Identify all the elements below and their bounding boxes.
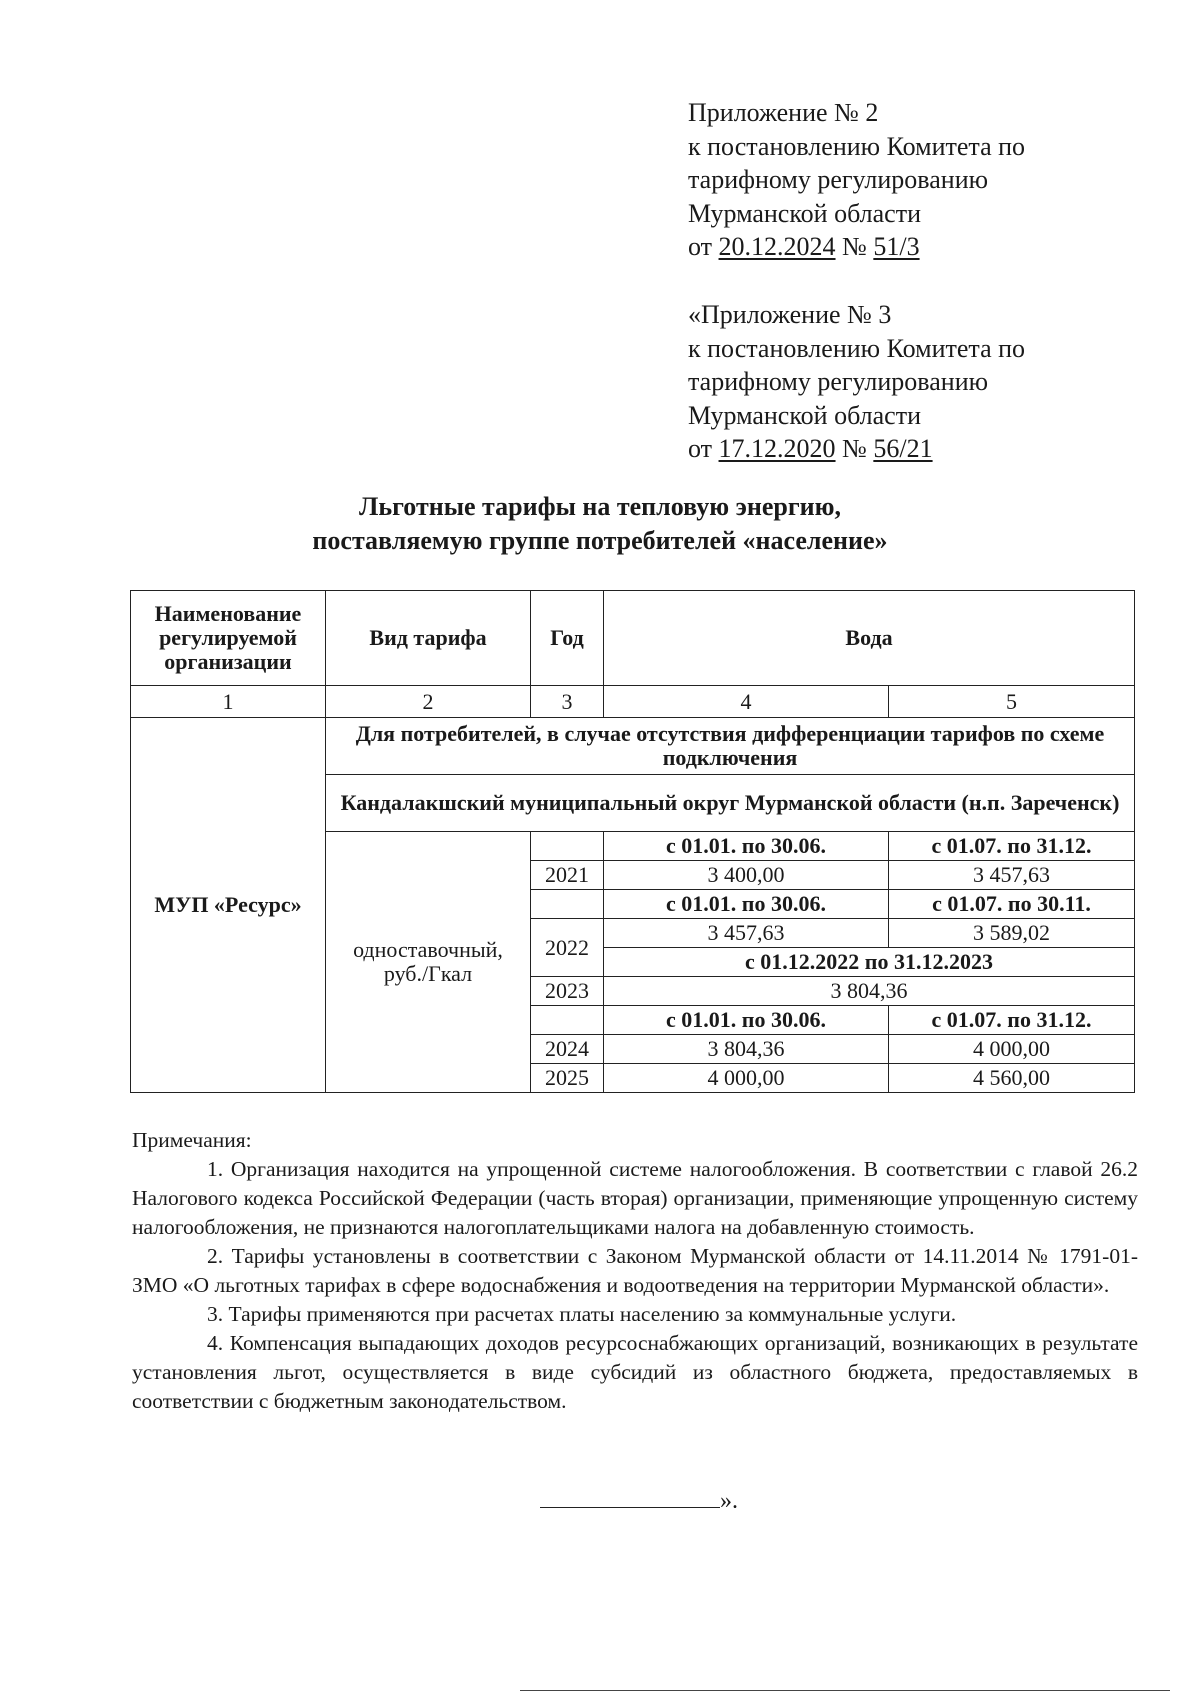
- note-item: 4. Компенсация выпадающих доходов ресурсоснабжающих организаций, возникающих в результате установления льгот, осуществляется в виде субсидий из областного бюджета, предоставляемых в соответствии с бюджетным законодательством.: [132, 1331, 1138, 1413]
- appendix-previous-line3: тарифному регулированию: [688, 367, 989, 396]
- header-tariff-type: Вид тарифа: [326, 591, 531, 686]
- year-cell: 2024: [531, 1035, 604, 1064]
- appendix-previous-date-line: [688, 432, 1025, 466]
- year-cell: 2025: [531, 1064, 604, 1093]
- closing-mark: [540, 1488, 738, 1515]
- value-cell: 4 000,00: [604, 1064, 889, 1093]
- period-cell: с 01.07. по 31.12.: [889, 832, 1135, 861]
- value-cell: 3 457,63: [889, 861, 1135, 890]
- column-number: 2: [326, 686, 531, 718]
- period-cell: с 01.07. по 30.11.: [889, 890, 1135, 919]
- year-cell-empty: [531, 832, 604, 861]
- column-numbers-row: [131, 686, 1135, 718]
- note-item: 1. Организация находится на упрощенной системе налогообложения. В соответствии с главой 26.2 Налогового кодекса Российской Федерации (часть вторая) организации, применяющие упрощенную систему налогообложения, не признаются налогоплательщиками налога на добавленную стоимость.: [132, 1157, 1138, 1239]
- value-cell: 4 000,00: [889, 1035, 1135, 1064]
- column-number: 1: [131, 686, 326, 718]
- organization-name: МУП «Ресурс»: [131, 718, 326, 1093]
- value-cell: 3 400,00: [604, 861, 889, 890]
- appendix-previous-line4: Мурманской области: [688, 400, 921, 430]
- territory: Кандалакшский муниципальный округ Мурманской области (н.п. Зареченск): [326, 775, 1135, 832]
- header-water: Вода: [604, 591, 1135, 686]
- appendix-current-line2: к постановлению Комитета по: [688, 131, 1026, 161]
- title-line2: поставляемую группе потребителей «население»: [312, 526, 888, 555]
- appendix-current: [688, 96, 1025, 264]
- appendix-current-number: 51/3: [873, 232, 920, 261]
- date-prefix: от: [688, 434, 719, 463]
- value-cell: 3 457,63: [604, 919, 889, 948]
- year-cell: 2021: [531, 861, 604, 890]
- value-cell: 3 589,02: [889, 919, 1135, 948]
- closing-line: [540, 1507, 720, 1508]
- column-number: 3: [531, 686, 604, 718]
- year-cell: 2022: [531, 919, 604, 977]
- value-cell: 4 560,00: [889, 1064, 1135, 1093]
- appendix-previous-line1: «Приложение № 3: [688, 300, 892, 329]
- column-number: 5: [889, 686, 1135, 718]
- tariff-table: [130, 590, 1135, 1093]
- value-cell: 3 804,36: [604, 1035, 889, 1064]
- period-cell: с 01.01. по 30.06.: [604, 1006, 889, 1035]
- tariff-kind: одноставочный, руб./Гкал: [326, 832, 531, 1093]
- year-cell: 2023: [531, 977, 604, 1006]
- note-item: 3. Тарифы применяются при расчетах платы населению за коммунальные услуги.: [207, 1302, 957, 1326]
- title-line1: Льготные тарифы на тепловую энергию,: [359, 492, 841, 521]
- column-number: 4: [604, 686, 889, 718]
- notes-heading: Примечания:: [132, 1128, 252, 1152]
- appendix-previous: [688, 298, 1025, 466]
- period-cell: с 01.12.2022 по 31.12.2023: [604, 948, 1135, 977]
- number-prefix: №: [835, 232, 874, 261]
- period-cell: с 01.01. по 30.06.: [604, 890, 889, 919]
- table-header-row: [131, 591, 1135, 686]
- note-item: 2. Тарифы установлены в соответствии с Законом Мурманской области от 14.11.2014 № 1791-01-ЗМО «О льготных тарифах в сфере водоснабжения и водоотведения на территории Мурманской области».: [132, 1244, 1138, 1297]
- notes: [132, 1126, 1138, 1416]
- date-prefix: от: [688, 232, 719, 261]
- consumers-row: [131, 718, 1135, 775]
- page-bottom-rule: [520, 1690, 1170, 1691]
- header-year: Год: [531, 591, 604, 686]
- appendix-current-line4: Мурманской области: [688, 198, 921, 228]
- appendix-current-line1: Приложение № 2: [688, 98, 879, 127]
- year-cell-empty: [531, 890, 604, 919]
- appendix-current-date-line: [688, 230, 1025, 264]
- value-cell: 3 804,36: [604, 977, 1135, 1006]
- consumers-note: Для потребителей, в случае отсутствия дифференциации тарифов по схеме подключения: [326, 718, 1135, 775]
- number-prefix: №: [835, 434, 874, 463]
- period-cell: с 01.01. по 30.06.: [604, 832, 889, 861]
- closing-quote: ».: [720, 1488, 738, 1514]
- appendix-previous-line2: к постановлению Комитета по: [688, 333, 1026, 363]
- document-title: [0, 490, 1200, 558]
- appendix-current-line3: тарифному регулированию: [688, 165, 989, 194]
- period-cell: с 01.07. по 31.12.: [889, 1006, 1135, 1035]
- appendix-current-date: 20.12.2024: [718, 232, 836, 261]
- year-cell-empty: [531, 1006, 604, 1035]
- header-org: Наименование регулируемой организации: [131, 591, 326, 686]
- appendix-previous-date: 17.12.2020: [718, 434, 836, 463]
- appendix-previous-number: 56/21: [873, 434, 933, 463]
